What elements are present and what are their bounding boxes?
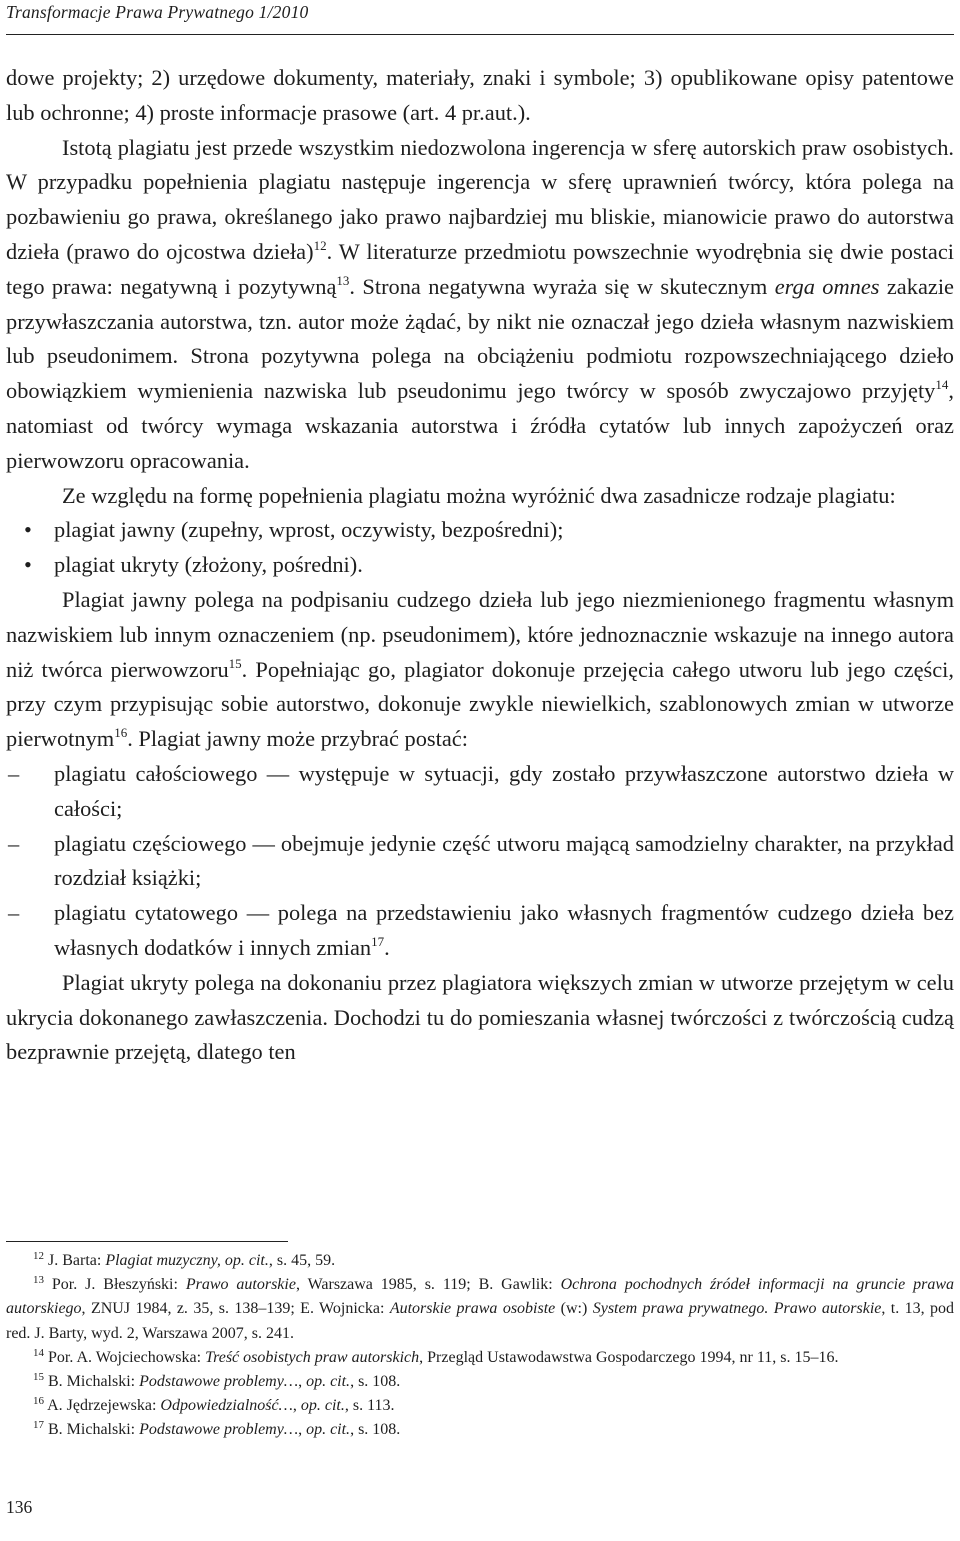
footnotes xyxy=(6,1249,954,1443)
footnote-text: Por. J. Błeszyński: xyxy=(44,1276,186,1294)
footnote-title: Autorskie prawa osobiste xyxy=(389,1300,556,1318)
bullet-marker: • xyxy=(24,517,32,543)
header-rule xyxy=(6,34,954,35)
dash-text: plagiatu cytatowego — polega na przedstawieniu jako własnych fragmentów cudzego dzieła bez własnych dodatków i innych zmian xyxy=(54,900,954,960)
latin-term: erga omnes xyxy=(774,273,880,299)
footnote-rule xyxy=(6,1241,288,1242)
footnote-title: Podstawowe problemy… xyxy=(139,1373,299,1391)
dash-marker: – xyxy=(8,900,20,926)
text-run: . Plagiat jawny może przybrać postać: xyxy=(127,726,468,752)
text-run: . Strona negatywna wyraża się w skutecznym xyxy=(349,273,775,299)
footnote-16 xyxy=(6,1394,954,1418)
footnote-text: (w:) xyxy=(555,1300,593,1318)
bullet-text: plagiat ukryty (złożony, pośredni). xyxy=(54,552,363,578)
text-run: zakazie przywłaszczania autorstwa, tzn. autor może żądać, by nikt nie oznaczał jego dzieła własnym nazwiskiem lub pseudonimem. Strona pozytywna polega na obciążeniu podmiotu rozpowszechniającego dzieło obowiązkiem wymienienia nazwiska lub pseudonimu jego twórcy w sposób zwyczajowo przyjęty xyxy=(6,273,954,404)
footnote-ref-13: 13 xyxy=(336,272,350,288)
dash-item xyxy=(6,757,954,827)
footnote-ref-14: 14 xyxy=(935,377,949,393)
dash-text: plagiatu całościowego — występuje w sytuacji, gdy zostało przywłaszczone autorstwo dzieła w całości; xyxy=(54,760,954,821)
footnote-title: op. cit. xyxy=(300,1397,345,1415)
page-number: 136 xyxy=(6,1497,33,1517)
paragraph-continuation: dowe projekty; 2) urzędowe dokumenty, materiały, znaki i symbole; 3) opublikowane opisy patentowe lub ochronne; 4) proste informacje prasowe (art. 4 pr.aut.). xyxy=(6,65,954,125)
footnote-15 xyxy=(6,1370,954,1394)
text-run: . W literaturze przedmiotu powszechnie wyodrębnia się dwie postaci tego prawa: negatywną i pozytywną xyxy=(6,238,954,299)
running-header: Transformacje Prawa Prywatnego 1/2010 xyxy=(6,2,309,22)
footnote-text: , s. 45, 59. xyxy=(268,1252,336,1269)
footnote-text: B. Michalski: xyxy=(44,1421,140,1439)
footnote-text: , Przegląd Ustawodawstwa Gospodarczego 1994, nr 11, s. 15–16. xyxy=(419,1348,839,1366)
footnote-12 xyxy=(6,1249,954,1273)
footnote-title: op. cit. xyxy=(306,1373,351,1391)
footnote-title: Prawo autorskie xyxy=(185,1276,296,1294)
footnote-text: A. Jędrzejewska: xyxy=(44,1397,161,1415)
footnote-text: B. Michalski: xyxy=(44,1373,140,1391)
dash-text-end: . xyxy=(384,934,390,960)
footnote-text: , Warszawa 1985, s. 119; B. Gawlik: xyxy=(295,1276,561,1294)
dash-text: plagiatu częściowego — obejmuje jedynie część utworu mającą samodzielny charakter, na przykład rozdział książki; xyxy=(54,830,954,891)
text-run: Plagiat jawny polega na podpisaniu cudzego dzieła lub jego niezmienionego fragmentu własnym nazwiskiem lub innym oznaczeniem (np. pseudonimem), które jednoznacznie wskazuje na innego autora niż twórca pierwowzoru xyxy=(6,586,954,682)
text-run: . Popełniając go, plagiator dokonuje przejęcia całego utworu lub jego części, przy czym przypisując sobie autorstwo, dokonuje zwykle niewielkich, szablonowych zmian w utworze pierwotnym xyxy=(6,656,954,752)
footnote-text: , xyxy=(298,1421,307,1439)
footnote-title: System prawa prywatnego. Prawo autorskie xyxy=(592,1300,882,1318)
footnote-text: , s. 108. xyxy=(350,1421,401,1439)
dash-marker: – xyxy=(8,830,20,856)
footnote-ref-15: 15 xyxy=(228,655,242,671)
footnote-number: 16 xyxy=(33,1395,44,1408)
paragraph-essence-of-plagiarism xyxy=(6,131,954,479)
paragraph-types-intro: Ze względu na formę popełnienia plagiatu można wyróżnić dwa zasadnicze rodzaje plagiatu: xyxy=(62,482,896,508)
footnote-text: , xyxy=(292,1397,301,1415)
footnote-text: , s. 108. xyxy=(350,1373,401,1391)
bullet-item xyxy=(6,548,954,583)
footnote-text: , t. 13, pod red. J. Barty, wyd. 2, Warszawa 2007, s. 241. xyxy=(6,1300,955,1342)
footnote-number: 14 xyxy=(33,1346,44,1359)
dash-list xyxy=(6,757,954,966)
footnote-ref-16: 16 xyxy=(114,725,128,741)
footnote-number: 12 xyxy=(33,1250,44,1262)
footnote-title: op. cit. xyxy=(306,1421,351,1439)
bullet-marker: • xyxy=(24,552,32,578)
footnote-text: , xyxy=(298,1373,307,1391)
dash-item xyxy=(6,896,954,966)
bullet-list xyxy=(6,513,954,583)
footnote-text: , s. 113. xyxy=(344,1397,395,1415)
dash-item xyxy=(6,827,954,897)
footnote-text: , ZNUJ 1984, z. 35, s. 138–139; E. Wojnicka: xyxy=(81,1300,390,1318)
footnote-title: Ochrona pochodnych źródeł informacji na gruncie prawa autorskiego xyxy=(6,1276,955,1318)
footnote-ref-12: 12 xyxy=(313,237,327,253)
dash-marker: – xyxy=(8,760,20,786)
footnote-text: Por. A. Wojciechowska: xyxy=(44,1348,206,1366)
footnote-title: Podstawowe problemy… xyxy=(139,1421,299,1439)
footnote-14 xyxy=(6,1346,954,1370)
footnote-17 xyxy=(6,1418,954,1442)
footnote-title: Treść osobistych praw autorskich xyxy=(205,1348,420,1366)
text-run: Istotą plagiatu jest przede wszystkim niedozwolona ingerencja w sferę autorskich praw osobistych. W przypadku popełnienia plagiatu następuje ingerencja w sferę uprawnień twórcy, która polega na pozbawieniu go prawa, określanego jako prawo najbardziej mu bliskie, mianowicie prawo do autorstwa dzieła (prawo do ojcostwa dzieła) xyxy=(6,134,954,264)
paragraph-hidden-plagiarism: Plagiat ukryty polega na dokonaniu przez plagiatora większych zmian w utworze przejętym w celu ukrycia dokonanego zawłaszczenia. Dochodzi tu do pomieszania własnej twórczości z twórczością cudzą bezprawnie przejętą, dlatego ten xyxy=(6,969,954,1065)
main-text xyxy=(6,61,954,1070)
footnote-title: Odpowiedzialność… xyxy=(160,1397,293,1415)
footnote-title: Plagiat muzyczny, op. cit. xyxy=(105,1252,269,1269)
bullet-text: plagiat jawny (zupełny, wprost, oczywisty, bezpośredni); xyxy=(54,517,564,543)
paragraph-open-plagiarism xyxy=(6,583,954,757)
footnote-ref-17: 17 xyxy=(371,933,385,949)
text-run: , natomiast od twórcy wymaga wskazania autorstwa i źródła cytatów lub innych zapożyczeń oraz pierwowzoru opracowania. xyxy=(6,378,954,473)
footnote-number: 17 xyxy=(33,1419,44,1432)
footnote-13 xyxy=(6,1273,954,1346)
footnote-number: 13 xyxy=(33,1274,44,1287)
bullet-item xyxy=(6,513,954,548)
footnote-text: J. Barta: xyxy=(44,1252,106,1269)
footnote-number: 15 xyxy=(33,1371,44,1384)
